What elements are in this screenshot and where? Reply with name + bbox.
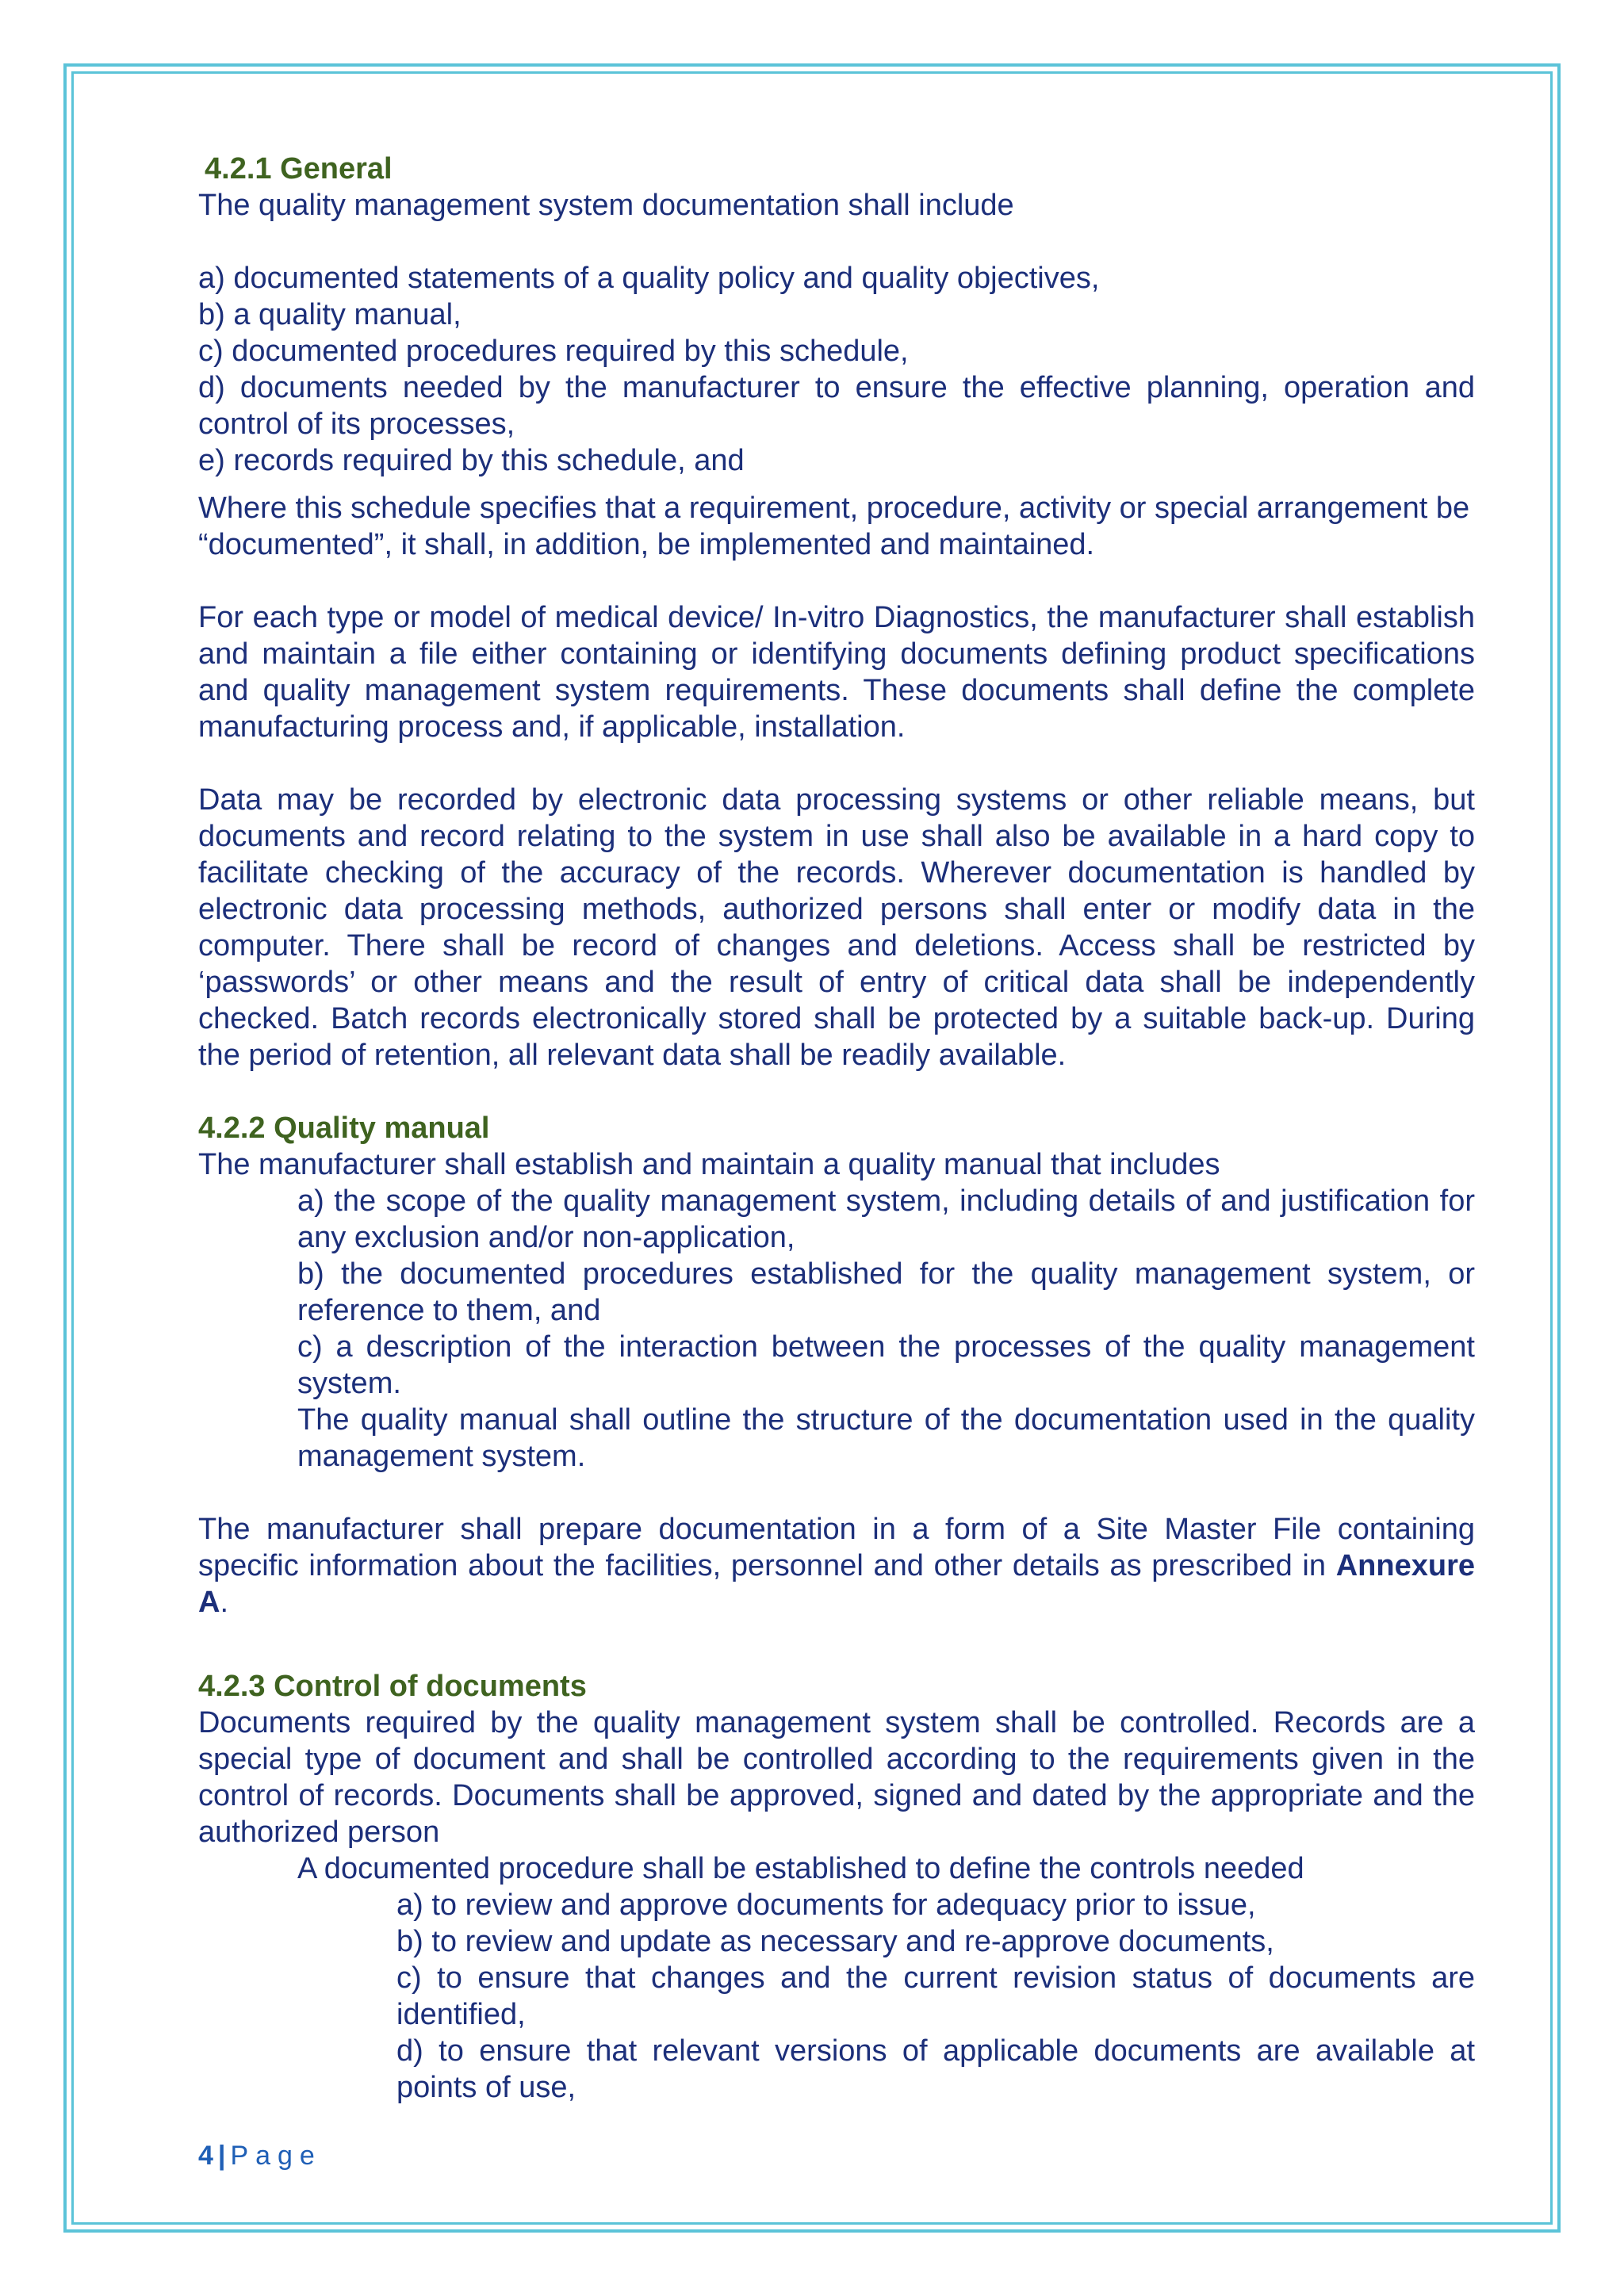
paragraph-line: Where this schedule specifies that a requirement, procedure, activity or special arrangement be: [198, 492, 1470, 525]
paragraph-line: “documented”, it shall, in addition, be implemented and maintained.: [198, 528, 1095, 561]
page-label: Page: [230, 2141, 322, 2171]
page-number: 4: [198, 2141, 213, 2171]
paragraph-site-master-file: [198, 1511, 1475, 1621]
paragraph-documented: [198, 490, 1475, 563]
section-heading-4-2-2: 4.2.2 Quality manual: [198, 1112, 490, 1145]
procedure-statement: A documented procedure shall be established to define the controls needed: [297, 1852, 1304, 1885]
paragraph-document-control: Documents required by the quality management system shall be controlled. Records are a special type of document and shall be controlled according to the requirements given in the control of records. Documents shall be approved, signed and dated by the appropriate and the authorized person: [198, 1706, 1475, 1849]
list-item: d) documents needed by the manufacturer to ensure the effective planning, operation and control of its processes,: [198, 371, 1475, 441]
list-item: e) records required by this schedule, and: [198, 444, 745, 477]
section-heading-4-2-3: 4.2.3 Control of documents: [198, 1670, 587, 1703]
paragraph-electronic-data: Data may be recorded by electronic data processing systems or other reliable means, but documents and record relating to the system in use shall also be available in a hard copy to facilitate checking of the accuracy of the records. Wherever documentation is handled by electronic data processing methods, authorized persons shall enter or modify data in the computer. There shall be record of changes and deletions. Access shall be restricted by ‘passwords’ or other means and the result of entry of critical data shall be independently checked. Batch records electronically stored shall be protected by a suitable back-up. During the period of retention, all relevant data shall be readily available.: [198, 783, 1475, 1072]
paragraph-text: The manufacturer shall prepare documentation in a form of a Site Master File containing specific information about the facilities, personnel and other details as prescribed in: [198, 1513, 1475, 1582]
list-item: a) the scope of the quality management system, including details of and justification for any exclusion and/or non-application,: [297, 1184, 1475, 1254]
list-item: The quality manual shall outline the structure of the documentation used in the quality management system.: [297, 1403, 1475, 1473]
section-heading-4-2-1: 4.2.1 General: [205, 152, 393, 186]
list-item: c) a description of the interaction between the processes of the quality management system.: [297, 1330, 1475, 1400]
list-item: b) to review and update as necessary and re-approve documents,: [396, 1925, 1274, 1958]
list-item: a) to review and approve documents for adequacy prior to issue,: [396, 1888, 1256, 1922]
section-intro: The manufacturer shall establish and maintain a quality manual that includes: [198, 1148, 1220, 1181]
paragraph-device-file: For each type or model of medical device/ In-vitro Diagnostics, the manufacturer shall establish and maintain a file either containing or identifying documents defining product specifications and quality management system requirements. These documents shall define the complete manufacturing process and, if applicable, installation.: [198, 601, 1475, 744]
annexure-reference: Annexure A: [198, 1549, 1475, 1619]
paragraph-end: .: [220, 1586, 229, 1619]
section-intro: The quality management system documentation shall include: [198, 189, 1014, 222]
list-item: c) documented procedures required by this schedule,: [198, 335, 909, 368]
document-body: [198, 151, 1475, 2106]
list-item: a) documented statements of a quality policy and quality objectives,: [198, 262, 1100, 295]
list-item: d) to ensure that relevant versions of applicable documents are available at points of use,: [396, 2034, 1475, 2104]
list-item: c) to ensure that changes and the current revision status of documents are identified,: [396, 1961, 1475, 2031]
page-footer: [198, 2141, 322, 2172]
list-item: b) the documented procedures established for the quality management system, or reference to them, and: [297, 1257, 1475, 1327]
list-item: b) a quality manual,: [198, 298, 462, 331]
footer-separator: |: [217, 2141, 226, 2171]
